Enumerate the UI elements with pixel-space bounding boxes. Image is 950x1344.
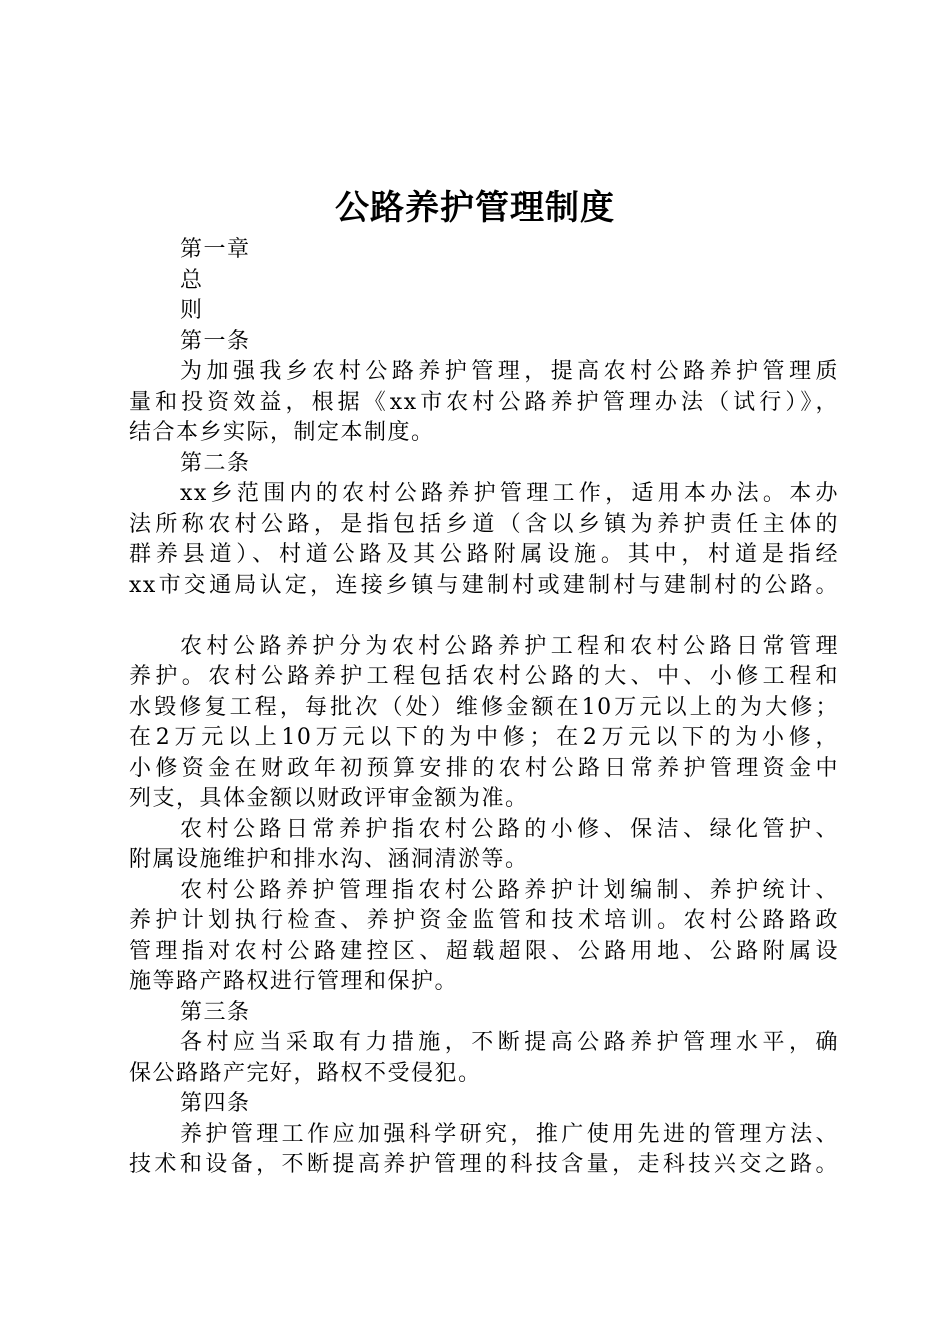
document-body [129, 235, 839, 1181]
paragraph-line: 列支，具体金额以财政评审金额为准。 [129, 786, 529, 811]
paragraph-line: 农村公路日常养护指农村公路的小修、保洁、绿化管护、 [180, 816, 839, 842]
paragraph-line: 施等路产路权进行管理和保护。 [129, 969, 459, 994]
paragraph-line: xx市交通局认定，连接乡镇与建制村或建制村与建制村的公路。 [129, 572, 839, 598]
paragraph-line: 农村公路养护分为农村公路养护工程和农村公路日常管理 [180, 633, 839, 659]
paragraph-line: 保公路路产完好，路权不受侵犯。 [129, 1060, 482, 1086]
paragraph-line: 农村公路养护管理指农村公路养护计划编制、养护统计、 [180, 877, 839, 903]
paragraph-gap [129, 601, 839, 632]
chapter-heading: 第一章 [180, 237, 251, 262]
paragraph-line: 结合本乡实际，制定本制度。 [129, 420, 435, 445]
chapter-subtitle-part: 总 [180, 267, 204, 293]
paragraph-line: 管理指对农村公路建控区、超载超限、公路用地、公路附属设 [129, 938, 839, 964]
paragraph-line: 群养县道）、村道公路及其公路附属设施。其中，村道是指经 [129, 542, 839, 567]
paragraph-line: 养护管理工作应加强科学研究，推广使用先进的管理方法、 [180, 1121, 839, 1147]
chapter-subtitle-part: 则 [180, 298, 204, 323]
paragraph-line: 水毁修复工程，每批次（处）维修金额在10万元以上的为大修； [129, 694, 839, 720]
paragraph-line: 养护计划执行检查、养护资金监管和技术培训。农村公路路政 [129, 908, 839, 933]
paragraph-line: 在2万元以上10万元以下的为中修；在2万元以下的为小修， [129, 725, 839, 750]
paragraph-line: 量和投资效益，根据《xx市农村公路养护管理办法（试行）》， [129, 389, 839, 415]
paragraph-line: 为加强我乡农村公路养护管理，提高农村公路养护管理质 [180, 359, 839, 384]
article-heading: 第二条 [180, 450, 251, 476]
article-heading: 第一条 [180, 328, 251, 354]
paragraph-line: xx乡范围内的农村公路养护管理工作，适用本办法。本办 [180, 481, 839, 506]
paragraph-line: 法所称农村公路，是指包括乡道（含以乡镇为养护责任主体的 [129, 511, 839, 537]
article-heading: 第四条 [180, 1091, 251, 1116]
document-title: 公路养护管理制度 [335, 188, 615, 228]
article-heading: 第三条 [180, 999, 251, 1025]
paragraph-line: 养护。农村公路养护工程包括农村公路的大、中、小修工程和 [129, 664, 839, 689]
paragraph-line: 小修资金在财政年初预算安排的农村公路日常养护管理资金中 [129, 755, 839, 781]
paragraph-line: 附属设施维护和排水沟、涵洞清淤等。 [129, 847, 529, 872]
paragraph-line: 技术和设备，不断提高养护管理的科技含量，走科技兴交之路。 [129, 1152, 839, 1177]
paragraph-line: 各村应当采取有力措施，不断提高公路养护管理水平，确 [180, 1030, 839, 1055]
